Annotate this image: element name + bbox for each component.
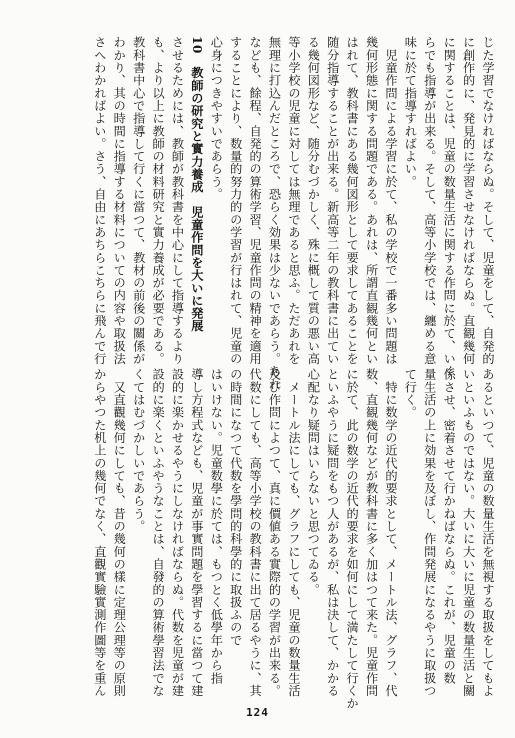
text-line: することにより、数量的努力的の学習が行はれて、児童の <box>228 36 243 365</box>
text-line: 係させ、密着させて行かねばならぬ。これが、児童の数 <box>442 368 457 685</box>
text-line: 設的に楽くといふやうなことは、自發的の算術學習法でな <box>151 368 166 697</box>
text-line: に於て、此の数学の近代的要求を如何にして満たして行くか <box>345 368 360 710</box>
text-line: じた学習でなければならぬ。そして、児童をして、自発的 <box>481 36 495 365</box>
section-heading-line: 10 教師の研究と實力養成 児童作問を大いに発展 <box>189 36 204 333</box>
text-line: に関することは、児童の数量生活に関する作問に於て、いく <box>442 36 457 378</box>
text-line: 心配なり疑問はいらないと思つてゐる。 <box>306 368 321 596</box>
text-line: 又直觀幾何にしても、昔の幾何の樣に定理公理等の原則 <box>112 368 127 697</box>
text-line: 随分指導することが出来る。新高等二年の教科書に出てい <box>325 36 340 365</box>
text-line: 導し方程式なども、児童が事實問題を學習するに當つて建 <box>189 368 204 697</box>
text-line: も、より以上に教師の材料研究と實力養成が必要である。 <box>151 36 166 365</box>
text-line: 数、直観幾何などが教科書に多く加はつて来た。児童作問 <box>364 368 379 697</box>
text-line: らでも指導が出来る。そして、高等小学校では、纏める意 <box>422 36 437 365</box>
text-line: 味に於て指導すればよい。 <box>403 36 418 188</box>
text-line: に創作的に、発見的に学習させなければならぬ。直観幾何 <box>461 36 476 365</box>
text-line: からやつた机上の幾何でなく、直觀實驗實測作圖等を重ん <box>92 368 107 697</box>
text-line: くてはむづかしいであらう。 <box>131 368 146 533</box>
page-number: 124 <box>246 706 269 719</box>
text-line: なども、餘程、自発的の算術学習、児童作問の精神を適用 <box>248 36 263 365</box>
text-line: 代数にしても、高等小学校の教科書に出て居るやうに、其 <box>248 368 263 697</box>
text-line: させるためには、教師が教科書を中心にして指導するより <box>170 36 185 365</box>
text-line: 心身につきやすいであらう。 <box>209 36 224 201</box>
text-line: 児童作問による学習に於て、私の学校で一番多い問題は <box>383 36 398 365</box>
text-line: 無理に打込んだところで、恐らく効果は少ないであらう。あれ <box>267 36 282 391</box>
text-line: メートル法にしても、グラフにしても、児童の数量生活 <box>286 368 301 697</box>
text-line: はいけない。児童数學に於ては、もつとく低學年から指 <box>209 368 224 685</box>
text-line: はれて、教科書にある幾何図形として要求してあることを <box>345 36 360 365</box>
lower-text-column <box>89 368 497 710</box>
text-line: さへわかればよい。さう、自由にあちらこちらに飛んで行 <box>92 36 107 365</box>
text-line: る幾何図形など、随分むづかしく、殊に概して質の悪い高 <box>306 36 321 365</box>
text-line: 幾何形態に関する問題である。あれは、所謂直観幾何とい <box>364 36 379 365</box>
text-line: 特に数学の近代的要求として、メートル法、グラフ、代 <box>383 368 398 697</box>
text-line: 教科書中心で指導して行くに當つて、教材の前後の關係が <box>131 36 146 365</box>
upper-text-column <box>89 36 497 391</box>
text-line: といふやうに疑問をもつ人があるが、私は決して、かかる <box>325 368 340 697</box>
text-line: 設的に楽かせるやうにしなければならぬ。代数を児童が建 <box>170 368 185 697</box>
text-line: わかり、其の時間に指導する材料についての内容や取扱法 <box>112 36 127 365</box>
text-line: の時間になつて代数を學問的科學的に取扱ふので <box>228 368 243 647</box>
text-line: いといふものではない。大いに大いに児童の数量生活と關 <box>461 368 476 697</box>
text-line: 量生活の上に効果を及ぼし、作問発展になるやうに取扱つ <box>422 368 437 697</box>
text-line: あるといつて、児童の数量生活を無視する取扱をしてもよ <box>481 368 495 697</box>
text-line: て行く。 <box>403 368 418 419</box>
text-line: 及び作問によつて、真に價値ある實際的の学習が出来る。 <box>267 368 282 697</box>
text-line: 等小学校の児童に対しては無理であると思ふ。ただあれを <box>286 36 301 365</box>
